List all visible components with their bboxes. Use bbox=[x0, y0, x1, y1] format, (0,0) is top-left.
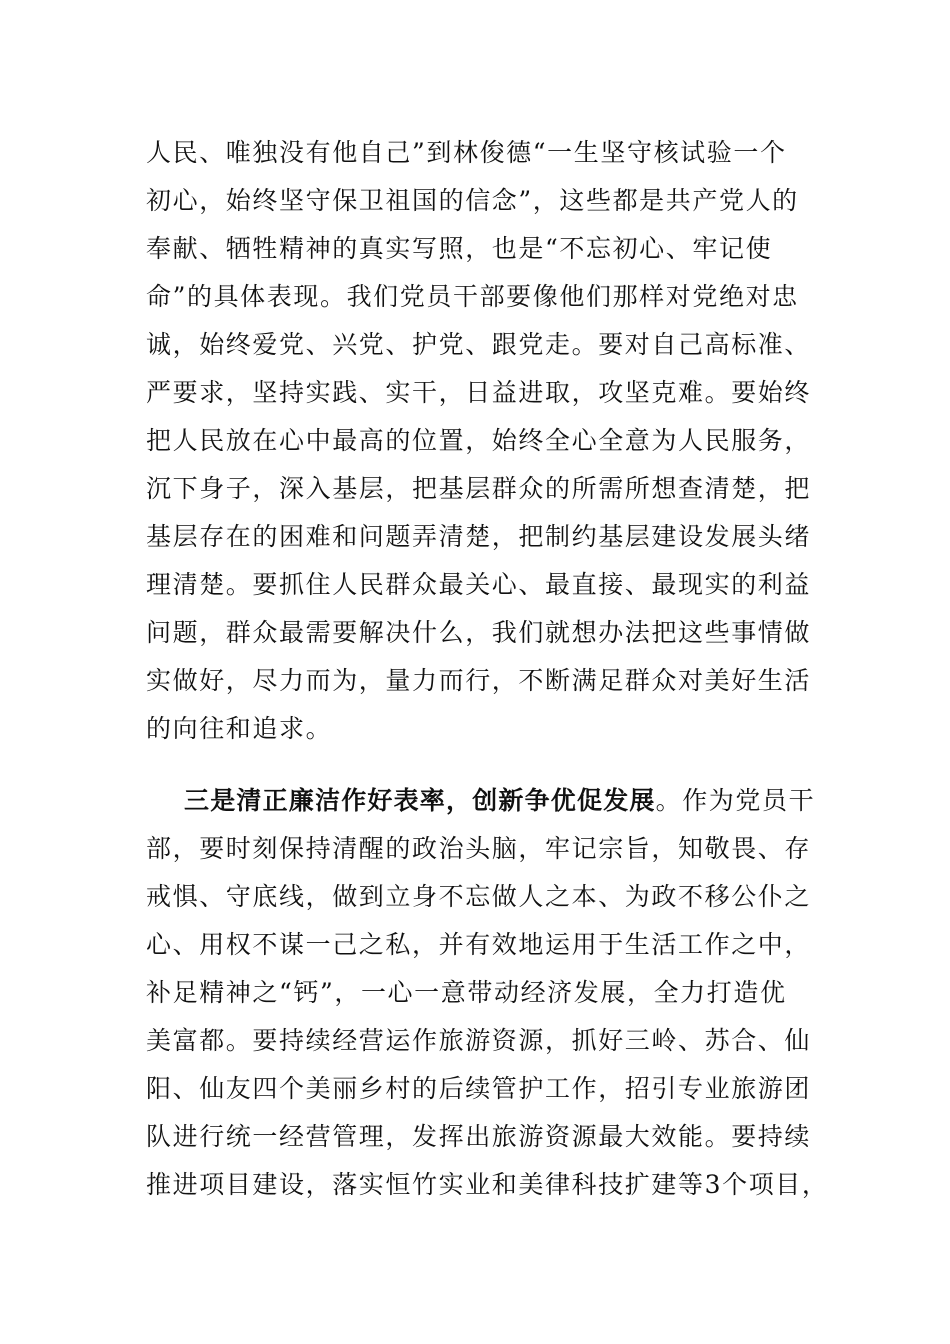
body-text-line: 初心，始终坚守保卫祖国的信念”，这些都是共产党人的 bbox=[146, 186, 799, 215]
body-text-line: 诚，始终爱党、兴党、护党、跟党走。要对自己高标准、 bbox=[146, 330, 812, 359]
body-text-line: 戒惧、守底线，做到立身不忘做人之本、为政不移公仆之 bbox=[146, 882, 812, 911]
body-text-line: 基层存在的困难和问题弄清楚，把制约基层建设发展头绪 bbox=[146, 522, 812, 551]
section-heading: 三是清正廉洁作好表率，创新争优促发展 bbox=[184, 786, 656, 815]
body-text-line: 把人民放在心中最高的位置，始终全心全意为人民服务， bbox=[146, 426, 812, 455]
body-text-line: 心、用权不谋一己之私，并有效地运用于生活工作之中， bbox=[146, 930, 812, 959]
body-text-line: 阳、仙友四个美丽乡村的后续管护工作，招引专业旅游团 bbox=[146, 1074, 812, 1103]
paragraph-first-line-rest: 。作为党员干 bbox=[655, 786, 816, 815]
body-text-line: 问题，群众最需要解决什么，我们就想办法把这些事情做 bbox=[146, 618, 812, 647]
body-text-line: 命”的具体表现。我们党员干部要像他们那样对党绝对忠 bbox=[146, 282, 799, 311]
body-text-line: 的向往和追求。 bbox=[146, 714, 333, 743]
paragraph-first-line bbox=[184, 781, 844, 821]
body-text-line: 美富都。要持续经营运作旅游资源，抓好三岭、苏合、仙 bbox=[146, 1026, 812, 1055]
body-text-line: 人民、唯独没有他自己”到林俊德“一生坚守核试验一个 bbox=[146, 138, 787, 167]
body-text-line: 严要求，坚持实践、实干，日益进取，攻坚克难。要始终 bbox=[146, 378, 812, 407]
body-text-line: 补足精神之“钙”，一心一意带动经济发展，全力打造优 bbox=[146, 978, 787, 1007]
body-text-line: 沉下身子，深入基层，把基层群众的所需所想查清楚，把 bbox=[146, 474, 812, 503]
body-text-line: 奉献、牺牲精神的真实写照，也是“不忘初心、牢记使 bbox=[146, 234, 773, 263]
body-text-line: 实做好，尽力而为，量力而行，不断满足群众对美好生活 bbox=[146, 666, 812, 695]
body-text-line: 推进项目建设，落实恒竹实业和美律科技扩建等3个项目， bbox=[146, 1170, 829, 1199]
body-text-line: 部，要时刻保持清醒的政治头脑，牢记宗旨，知敬畏、存 bbox=[146, 834, 812, 863]
body-text-line: 理清楚。要抓住人民群众最关心、最直接、最现实的利益 bbox=[146, 570, 812, 599]
body-text-line: 队进行统一经营管理，发挥出旅游资源最大效能。要持续 bbox=[146, 1122, 812, 1151]
